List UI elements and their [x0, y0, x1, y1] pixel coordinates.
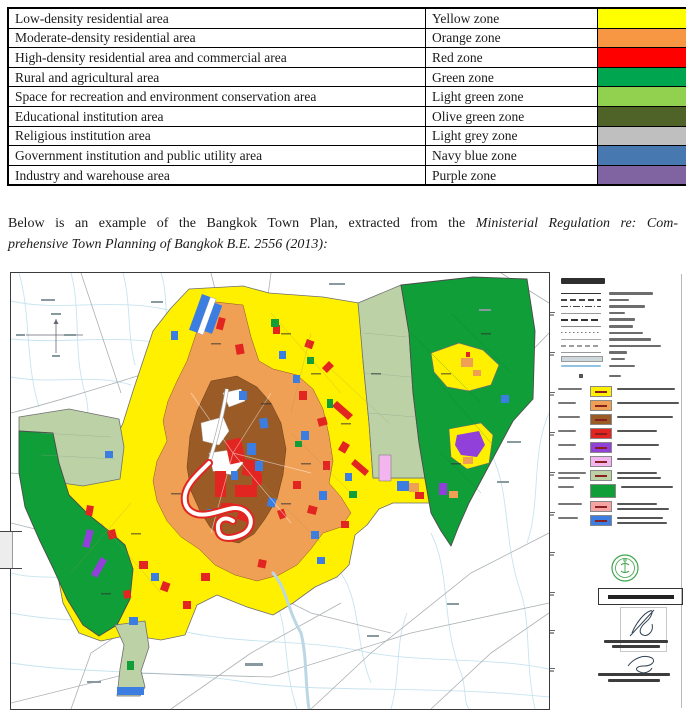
- zone-color-swatch: [590, 414, 612, 425]
- area-cell: Space for recreation and environment conservation area: [8, 87, 426, 107]
- legend-zone-item: [558, 442, 680, 453]
- table-row: [8, 8, 686, 28]
- table-row: [8, 67, 686, 87]
- line-style-sample: [561, 356, 603, 362]
- zone-item-description: [617, 400, 680, 407]
- legend-symbol-row: [561, 374, 621, 378]
- legend-zone-item: [558, 515, 680, 526]
- zone-color-swatch: [590, 386, 612, 397]
- table-row: [8, 28, 686, 48]
- compass-rose: [16, 313, 83, 357]
- zone-item-label: [558, 414, 590, 421]
- zone-cell: Green zone: [426, 67, 598, 87]
- area-cell: High-density residential area and commercial area: [8, 48, 426, 68]
- map-title-thai: [608, 595, 674, 599]
- signatory-1-title: [612, 645, 660, 648]
- legend-line-item: [561, 323, 679, 330]
- color-swatch-cell: [598, 67, 686, 87]
- zone-item-label: [558, 484, 590, 491]
- legend-symbol-label: [609, 375, 621, 378]
- zone-cell: Light grey zone: [426, 126, 598, 146]
- zone-cell: Olive green zone: [426, 106, 598, 126]
- color-swatch-cell: [598, 48, 686, 68]
- zone-code: [595, 506, 607, 508]
- legend-line-item: [561, 297, 679, 304]
- zone-item-label: [558, 400, 590, 407]
- zone-item-description: [617, 470, 680, 481]
- zone-color-swatch: [590, 515, 612, 526]
- zone-item-label: [558, 470, 590, 481]
- line-style-sample: [561, 306, 601, 307]
- zone-code: [595, 520, 607, 522]
- legend-line-label: [609, 312, 625, 315]
- color-swatch-cell: [598, 146, 686, 166]
- paragraph-text: Below is an example of the Bangkok Town Plan, extracted from the: [8, 216, 476, 231]
- area-cell: Educational institution area: [8, 106, 426, 126]
- legend-zone-list: [558, 386, 680, 529]
- table-row: [8, 106, 686, 126]
- left-edge-tab: [0, 532, 13, 568]
- legend-line-item: [561, 316, 679, 323]
- legend-line-label: [609, 318, 635, 321]
- legend-line-item: [561, 356, 679, 363]
- zone-item-description: [617, 456, 680, 463]
- line-style-sample: [561, 313, 601, 314]
- color-swatch-cell: [598, 165, 686, 185]
- zone-color-swatch: [590, 501, 612, 512]
- map-title-box: [598, 588, 683, 605]
- zone-code: [595, 475, 607, 477]
- area-cell: Low-density residential area: [8, 8, 426, 28]
- legend-line-label: [609, 338, 651, 341]
- line-style-sample: [561, 319, 601, 321]
- table-row: [8, 165, 686, 185]
- area-cell: Religious institution area: [8, 126, 426, 146]
- zone-table-body: [8, 8, 686, 185]
- zone-color-swatch: [590, 470, 612, 481]
- color-swatch-cell: [598, 8, 686, 28]
- edge-line-top: [0, 531, 22, 532]
- legend-line-label: [609, 365, 635, 368]
- legend-zone-item: [558, 470, 680, 481]
- table-row: [8, 126, 686, 146]
- zone-code: [595, 405, 607, 407]
- line-style-sample: [561, 293, 601, 294]
- zone-code: [595, 447, 607, 449]
- table-row: [8, 146, 686, 166]
- legend-zone-item: [558, 428, 680, 439]
- zone-item-label: [558, 386, 590, 393]
- legend-line-item: [561, 303, 679, 310]
- zone-color-swatch: [590, 400, 612, 411]
- legend-line-item: [561, 343, 679, 350]
- color-swatch-cell: [598, 126, 686, 146]
- legend-zone-item: [558, 456, 680, 467]
- line-style-sample: [561, 365, 601, 367]
- zone-cell: Orange zone: [426, 28, 598, 48]
- color-swatch-cell: [598, 87, 686, 107]
- regulation-title-part2: prehensive Town Planning of Bangkok B.E. 2556 (2013):: [8, 237, 328, 252]
- legend-line-label: [609, 299, 629, 302]
- signatory-2-title: [608, 679, 660, 682]
- zone-item-description: [617, 414, 680, 421]
- signatory-1-name: [604, 640, 668, 643]
- legend-line-label: [609, 345, 661, 348]
- regulation-title-part1: Ministerial Regulation re: Com-: [475, 216, 678, 231]
- zone-item-description: [617, 501, 680, 512]
- map-legend-panel: [556, 274, 686, 711]
- zone-item-label: [558, 515, 590, 522]
- bma-seal-icon: [608, 551, 642, 585]
- zone-item-label: [558, 501, 590, 508]
- legend-zone-item: [558, 484, 680, 498]
- legend-line-label: [609, 351, 627, 354]
- legend-line-label: [609, 292, 653, 295]
- area-cell: Rural and agricultural area: [8, 67, 426, 87]
- zone-cell: Light green zone: [426, 87, 598, 107]
- zone-item-description: [621, 484, 680, 491]
- legend-line-item: [561, 336, 679, 343]
- area-cell: Industry and warehouse area: [8, 165, 426, 185]
- table-row: [8, 87, 686, 107]
- zone-item-label: [558, 428, 590, 435]
- zone-color-swatch: [590, 428, 612, 439]
- zone-item-description: [617, 515, 680, 526]
- legend-line-list: [561, 290, 679, 369]
- legend-line-label: [609, 325, 633, 328]
- zone-code: [595, 391, 607, 393]
- legend-line-label: [609, 332, 643, 335]
- legend-title-thai: [561, 278, 605, 284]
- zone-cell: Yellow zone: [426, 8, 598, 28]
- legend-line-item: [561, 290, 679, 297]
- legend-zone-item: [558, 386, 680, 397]
- line-style-sample: [561, 326, 601, 327]
- intro-paragraph: [8, 213, 678, 255]
- line-style-sample: [561, 332, 601, 333]
- line-style-sample: [561, 345, 601, 346]
- zone-code: [595, 433, 607, 435]
- legend-line-item: [561, 310, 679, 317]
- legend-line-item: [561, 330, 679, 337]
- zone-cell: Red zone: [426, 48, 598, 68]
- zone-code: [595, 419, 607, 421]
- zone-item-label: [558, 456, 590, 463]
- legend-line-label: [611, 358, 625, 361]
- signature-1: [628, 609, 658, 639]
- bangkok-map-panel: [10, 272, 550, 710]
- edge-line-bottom: [0, 568, 22, 569]
- line-style-sample: [561, 299, 601, 300]
- zone-item-description: [617, 428, 680, 435]
- zone-color-swatch: [590, 456, 612, 467]
- legend-line-item: [561, 363, 679, 370]
- zone-color-swatch: [590, 484, 616, 498]
- point-symbol-icon: [561, 374, 601, 378]
- line-style-sample: [561, 352, 601, 353]
- line-style-sample: [561, 339, 601, 340]
- legend-zone-item: [558, 414, 680, 425]
- table-row: [8, 48, 686, 68]
- zone-item-description: [617, 386, 680, 393]
- area-cell: Government institution and public utility area: [8, 146, 426, 166]
- zone-classification-table: [7, 7, 686, 186]
- legend-divider-line: [681, 274, 682, 708]
- zone-item-description: [617, 442, 680, 449]
- legend-line-label: [609, 305, 645, 308]
- zone-code: [595, 461, 607, 463]
- bangkok-town-plan-map: [11, 273, 549, 709]
- area-cell: Moderate-density residential area: [8, 28, 426, 48]
- zone-color-swatch: [590, 442, 612, 453]
- color-swatch-cell: [598, 106, 686, 126]
- zone-cell: Navy blue zone: [426, 146, 598, 166]
- signatory-2-name: [598, 673, 670, 676]
- legend-zone-item: [558, 400, 680, 411]
- zone-cell: Purple zone: [426, 165, 598, 185]
- paragraph-line-1: [8, 213, 678, 234]
- zone-item-label: [558, 442, 590, 449]
- color-swatch-cell: [598, 28, 686, 48]
- legend-line-item: [561, 349, 679, 356]
- legend-zone-item: [558, 501, 680, 512]
